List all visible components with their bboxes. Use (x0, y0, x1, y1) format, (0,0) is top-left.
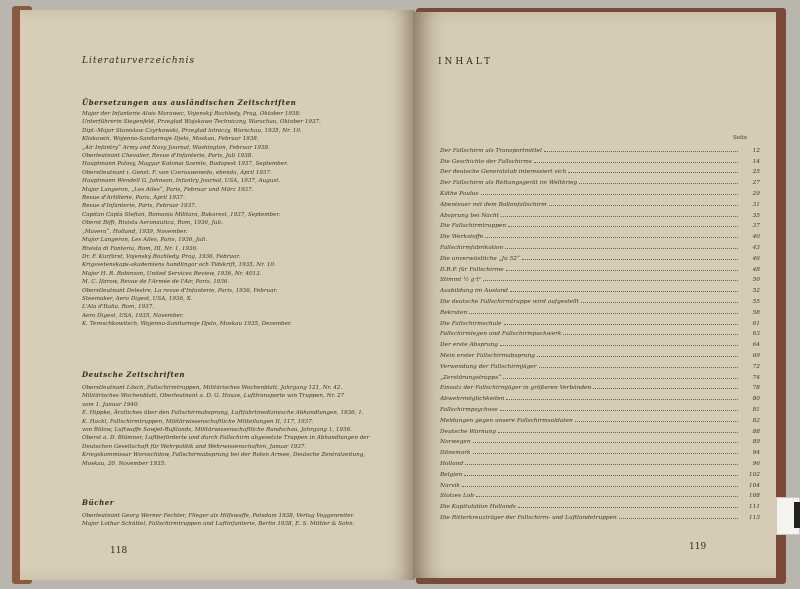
toc-entry (440, 273, 760, 284)
bibliography-entry: Deutschen Gesellschaft für Wehrpolitik und Wehrwissenschaften, Januar 1937. (82, 443, 307, 450)
toc-entry (440, 489, 760, 500)
toc-entry-title: Die Ritterkreuzträger der Fallschirm- und Luftlandetruppen (440, 514, 617, 521)
toc-entry-page: 81 (752, 406, 760, 413)
bibliography-entry: vom 1. Januar 1940. (82, 401, 140, 408)
barcode-bar (794, 502, 800, 528)
toc-entry-title: D.R.P. für Fallschirme (440, 266, 504, 273)
toc-dot-leader (464, 475, 738, 476)
bibliography-entry: Oberst a. D. Blümner, Luftbeförderte und durch Fallschirm abgesetzte Truppen in Abhandlungen der (82, 435, 370, 442)
section-foreign-journals-title: Übersetzungen aus ausländischen Zeitschriften (82, 98, 297, 107)
toc-dot-leader (498, 432, 738, 433)
toc-entry-page: 61 (752, 320, 760, 327)
toc-entry (440, 359, 760, 370)
toc-entry (440, 251, 760, 262)
toc-dot-leader (501, 216, 738, 217)
toc-entry-title: Der deutsche Generalstab interessiert sich (440, 169, 567, 176)
bibliography-entry: Aero Digest, USA, 1935, November. (82, 312, 184, 319)
toc-entry-title: Dänemark (440, 450, 471, 457)
contents-heading: INHALT (438, 57, 494, 67)
toc-entry-page: 31 (752, 201, 760, 208)
toc-entry (440, 294, 760, 305)
toc-dot-leader (593, 388, 738, 389)
toc-dot-leader (504, 324, 738, 325)
toc-entry (440, 391, 760, 402)
toc-dot-leader (544, 151, 738, 152)
section-books-list (82, 512, 407, 529)
toc-entry-title: Verwendung der Fallschirmjäger (440, 363, 537, 370)
toc-entry-title: Die Geschichte der Fallschirms (440, 158, 532, 165)
toc-entry-page: 69 (752, 352, 760, 359)
toc-entry-title: „Zerstörungstrupps“ (440, 374, 502, 381)
toc-dot-leader (476, 496, 738, 497)
toc-entry-title: Mein erster Fallschirmabsprung (440, 352, 536, 359)
toc-entry-title: Fallschirmfabrikation (440, 244, 504, 251)
toc-dot-leader (462, 486, 738, 487)
toc-dot-leader (619, 518, 738, 519)
toc-entry-title: Die Kapitulation Hollands (440, 504, 516, 511)
toc-entry-title: Die deutsche Fallschirmtruppe wird aufgestellt (440, 298, 579, 305)
toc-entry-title: Die Werkstoffe (440, 234, 484, 241)
toc-entry (440, 327, 760, 338)
bibliography-entry: E. Hippke, Ärztliches über den Fallschirmabsprung, Luftfahrtmedizinische Abhandlungen, 1936, 1. (82, 410, 364, 417)
toc-entry-page: 14 (752, 158, 760, 165)
bibliography-entry: Oberstleutnant i. Genst. F. von Czeruswenedo, ebenda, April 1937. (82, 169, 272, 176)
toc-entry-page: 96 (752, 460, 760, 467)
toc-entry-page: 29 (752, 190, 760, 197)
bibliography-entry: Major Langeron, „Les Ailes“, Paris, Februar und März 1937. (82, 186, 254, 193)
toc-entry-title: Fallschirmpsychose (440, 406, 498, 413)
toc-entry-title: Norwegen (440, 439, 471, 446)
bibliography-entry: Oberleutnant Chevalier, Revue d'Infanterie, Paris, Juli 1938. (82, 153, 254, 160)
bibliography-entry: Krigsvetenskaps-akademiens handlingar och Tidskrift, 1935, Nr. 10. (82, 262, 276, 269)
toc-entry-title: Ausbildung im Ausland (440, 288, 508, 295)
toc-entry-page: 12 (752, 147, 760, 154)
toc-entry (440, 424, 760, 435)
toc-entry-title: Stimmt ½ g·t² (440, 277, 481, 284)
toc-entry (440, 229, 760, 240)
bibliography-entry: Revue d'Artillerie, Paris, April 1937. (82, 195, 185, 202)
toc-entry-title: Die Fallschirmschule (440, 320, 502, 327)
toc-entry (440, 348, 760, 359)
toc-entry (440, 208, 760, 219)
toc-entry (440, 435, 760, 446)
bibliography-entry: Revue d'Infanterie, Paris, Februar 1937. (82, 203, 197, 210)
bibliography-entry: Dr. F. Kurfürst, Vojenský Rozhledy, Prag, 1936, Februar. (82, 253, 241, 260)
bibliography-entry: von Bülow, Luftwaffe Sowjet-Rußlands, Militärwissenschaftliche Rundschau, Jahrgang 1, 1936. (82, 427, 352, 434)
toc-entry-page: 82 (752, 417, 760, 424)
toc-dot-leader (568, 172, 738, 173)
left-page (20, 10, 415, 580)
toc-entry-title: Rekruten (440, 309, 468, 316)
toc-entry-title: Fallschirmlegen und Fallschirmpackwerk (440, 331, 562, 338)
toc-dot-leader (500, 410, 738, 411)
toc-entry-title: Holland (440, 460, 464, 467)
toc-dot-leader (563, 334, 738, 335)
bibliography-entry: „Air Infantry“ Army and Navy Journal, Washington, Februar 1938. (82, 144, 270, 151)
toc-entry (440, 175, 760, 186)
toc-entry-title: Der erste Absprung (440, 342, 499, 349)
toc-entry-title: Deutsche Warnung (440, 428, 496, 435)
toc-entry-page: 37 (752, 223, 760, 230)
bibliography-entry: Oberstleutnant Lösch, Fallschirmtruppen, Militärisches Wochenblatt, Jahrgang 121, Nr. 42. (82, 385, 343, 391)
toc-entry-title: Der Fallschirm als Transportmittel (440, 147, 542, 154)
toc-entry-title: Einsatz der Fallschirmjäger in größeren Verbänden (440, 385, 592, 392)
bibliography-entry: K. Hackl, Fallschirmtruppen, Militärwissenschaftliche Mitteilungen II, 117, 1937. (82, 418, 314, 425)
toc-entry-page: 72 (752, 363, 760, 370)
toc-entry-page: 102 (748, 471, 760, 478)
right-page (413, 12, 776, 578)
bibliography-entry: K. Tereschkowitsch, Wojenno-Sanitarnoje Djelo, Moskau 1935, Dezember. (82, 321, 292, 328)
toc-dot-leader (485, 237, 738, 238)
toc-dot-leader (503, 378, 738, 379)
toc-dot-leader (473, 442, 738, 443)
toc-entry (440, 283, 760, 294)
toc-entry (440, 402, 760, 413)
page-number-left: 118 (110, 546, 128, 556)
toc-entry-title: Narvik (440, 482, 460, 489)
bibliography-entry: Steemaker, Aero Digest, USA, 1936, X. (82, 295, 193, 302)
toc-entry-page: 27 (752, 180, 760, 187)
toc-entry-page: 55 (752, 298, 760, 305)
toc-dot-leader (518, 507, 738, 508)
toc-entry-page: 80 (752, 396, 760, 403)
toc-dot-leader (537, 356, 738, 357)
section-books-title: Bücher (82, 498, 115, 507)
toc-entry-title: Abenteuer mit dem Ballonfallschirm (440, 201, 547, 208)
toc-entry (440, 445, 760, 456)
toc-entry-page: 78 (752, 385, 760, 392)
toc-dot-leader (500, 345, 738, 346)
toc-entry-page: 64 (752, 342, 760, 349)
toc-dot-leader (522, 259, 738, 260)
toc-entry-page: 48 (752, 266, 760, 273)
toc-dot-leader (481, 194, 738, 195)
toc-entry-title: Stolzes Lob (440, 493, 474, 500)
bibliography-entry: „Mavera“, Holland, 1939, November. (82, 228, 188, 235)
toc-entry (440, 316, 760, 327)
toc-dot-leader (510, 291, 738, 292)
bibliography-entry: Moskau, 20. November 1935. (82, 460, 166, 467)
toc-entry (440, 219, 760, 230)
bibliography-entry: Major der Infanterie Alois Morawec, Vojenský Rozhledy, Prag, Oktober 1938. (82, 111, 301, 117)
toc-entry (440, 165, 760, 176)
toc-dot-leader (506, 270, 738, 271)
toc-entry (440, 337, 760, 348)
toc-dot-leader (505, 248, 738, 249)
bibliography-entry: Rivista di Fanteria, Rom, III, Nr. 1, 1936. (82, 245, 198, 252)
toc-entry-page: 40 (752, 234, 760, 241)
bibliography-entry: M. C. Ifarow, Revue de l'Armée de l'Air, Paris, 1936. (82, 279, 230, 286)
toc-dot-leader (508, 226, 738, 227)
toc-entry-page: 88 (752, 428, 760, 435)
toc-entry-page: 58 (752, 309, 760, 316)
bibliography-entry: Unterführerin Siegenfeld, Przeglad Wojskowo Techniczny, Warschau, Oktober 1937. (82, 119, 321, 126)
toc-entry-page: 89 (752, 439, 760, 446)
toc-dot-leader (534, 162, 738, 163)
page-number-right: 119 (689, 542, 707, 552)
toc-entry-title: Belgien (440, 471, 463, 478)
toc-entry-page: 46 (752, 255, 760, 262)
page-column-label: Seite (733, 135, 748, 141)
toc-dot-leader (506, 399, 738, 400)
toc-dot-leader (469, 313, 738, 314)
bibliography-heading: Literaturverzeichnis (82, 56, 195, 66)
toc-entry-page: 94 (752, 450, 760, 457)
toc-entry-page: 25 (752, 169, 760, 176)
toc-entry (440, 381, 760, 392)
toc-entry-title: Käthe Paulus (440, 190, 479, 197)
table-of-contents (440, 143, 760, 521)
bibliography-entry: Major Langeron, Les Ailes, Paris, 1936, Juli. (82, 237, 208, 244)
toc-entry-page: 108 (748, 493, 760, 500)
toc-entry-page: 74 (752, 374, 760, 381)
toc-dot-leader (539, 367, 738, 368)
toc-entry (440, 186, 760, 197)
toc-entry-page: 63 (752, 331, 760, 338)
toc-entry-title: Der Fallschirm als Rettungsgerät im Weltkrieg (440, 180, 578, 187)
bibliography-entry: Hauptmann Wendell G. Johnson, Infantry Journal, USA, 1937, August. (82, 178, 281, 185)
toc-entry-title: Abwehrmöglichkeiten (440, 396, 505, 403)
toc-entry-page: 43 (752, 244, 760, 251)
bibliography-entry: Militärisches Wochenblatt, Oberleutnant a. D. G. Hauze, Lufttransporte von Truppen, Nr. 27 (82, 393, 345, 400)
toc-dot-leader (483, 280, 738, 281)
toc-entry (440, 370, 760, 381)
toc-entry (440, 197, 760, 208)
toc-entry (440, 143, 760, 154)
toc-entry-title: Die unverwüstliche „Ju 52“ (440, 255, 520, 262)
toc-entry (440, 413, 760, 424)
toc-dot-leader (579, 183, 738, 184)
toc-entry (440, 154, 760, 165)
section-german-journals-list (82, 384, 407, 468)
toc-entry (440, 467, 760, 478)
toc-dot-leader (473, 453, 738, 454)
toc-dot-leader (581, 302, 738, 303)
toc-entry-page: 104 (748, 482, 760, 489)
toc-entry-title: Absprung bei Nacht (440, 212, 500, 219)
bibliography-entry: Capitan Capta Stefian, Romania Militara, Bukarest, 1937, September. (82, 211, 281, 218)
toc-entry-page: 111 (748, 504, 760, 511)
section-german-journals-title: Deutsche Zeitschriften (82, 370, 186, 379)
toc-entry (440, 499, 760, 510)
toc-entry-page: 35 (752, 212, 760, 219)
toc-entry (440, 240, 760, 251)
toc-entry-title: Die Fallschirmtruppen (440, 223, 507, 230)
toc-entry-title: Meldungen gegen unsere Fallschirmsoldaten (440, 417, 573, 424)
toc-entry (440, 478, 760, 489)
bibliography-entry: Kriegskommissar Woroschilow, Fallschirmabsprung bei der Roten Armee, Deutsche Zentralzeitung, (82, 452, 366, 459)
bibliography-entry: Major Lothar Schüttel, Fallschirmtruppen und Luftinfanterie, Berlin 1938, E. S. Mittler & Sohn. (82, 521, 355, 528)
bibliography-entry: Kliskowin, Wojenno-Sanitarnoje Djelo, Moskau, Februar 1938. (82, 136, 259, 143)
toc-entry (440, 456, 760, 467)
bibliography-entry: Oberst Biffi, Rivista Aeronautica, Rom, 1936, Juli. (82, 220, 223, 227)
toc-dot-leader (549, 205, 738, 206)
toc-entry (440, 262, 760, 273)
toc-dot-leader (575, 421, 738, 422)
bibliography-entry: Dipl.-Major Stanislaw Czyrkowski, Przeglad lotniczy, Warschau, 1935, Nr. 10. (82, 127, 302, 134)
section-foreign-journals-list (82, 110, 402, 329)
toc-dot-leader (465, 464, 738, 465)
bibliography-entry: Major H. R. Robinson, United Services Review, 1936, Nr. 4013. (82, 270, 262, 277)
toc-entry-page: 50 (752, 277, 760, 284)
bibliography-entry: Hauptmann Palosy, Magyar Katonai Szemle, Budapest 1937, September. (82, 161, 288, 168)
toc-entry-page: 113 (748, 514, 760, 521)
bibliography-entry: Oberleutnant Georg Werner Fechter, Flieger als Hilfswaffe, Potsdam 1938, Verlag Voggenreiter. (82, 513, 355, 519)
bibliography-entry: L'Ala d'Italia, Rom, 1937. (82, 304, 155, 311)
toc-entry-page: 52 (752, 288, 760, 295)
bibliography-entry: Oberstleutnant Delestre, La revue d'Infanterie, Paris, 1936, Februar. (82, 287, 278, 294)
toc-entry (440, 510, 760, 521)
toc-entry (440, 305, 760, 316)
